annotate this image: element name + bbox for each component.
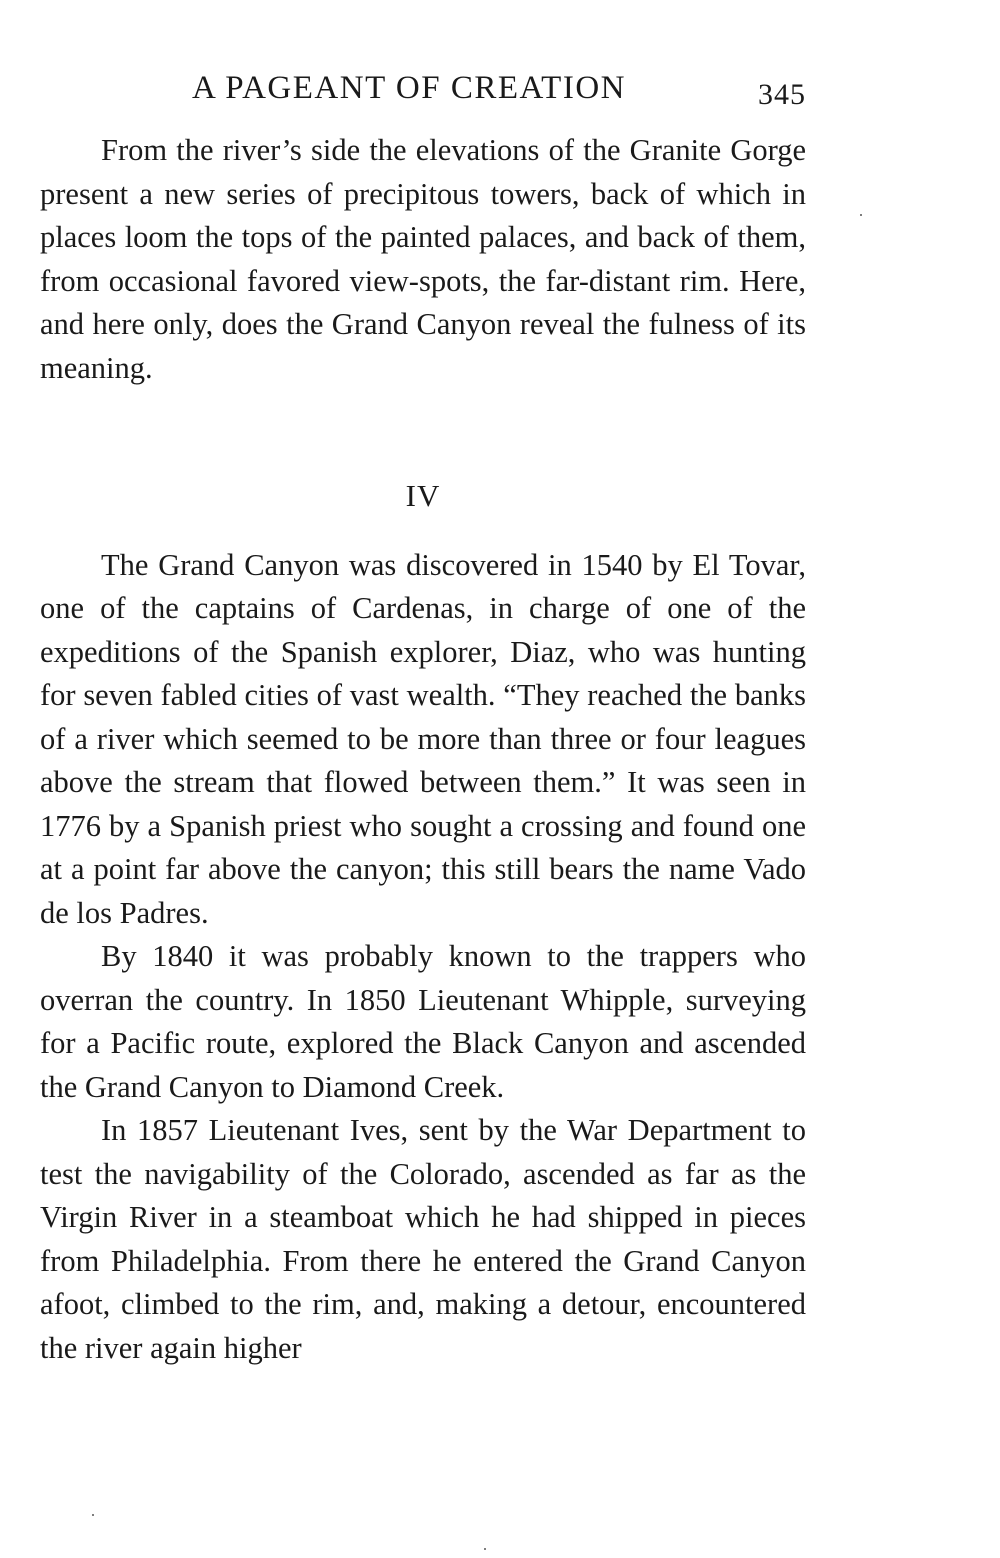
print-speck [484, 1548, 486, 1550]
running-head [40, 70, 806, 120]
body-text [40, 129, 806, 1370]
print-speck [860, 214, 862, 216]
paragraph-2: The Grand Canyon was discovered in 1540 by El Tovar, one of the captains of Cardenas, in charge of one of the expeditions of the Spanish explorer, Diaz, who was hunting for seven fabled cities of vast wealth. “They reached the banks of a river which seemed to be more than three or four leagues above the stream that flowed between them.” It was seen in 1776 by a Spanish priest who sought a crossing and found one at a point far above the canyon; this still bears the name Vado de los Padres. [40, 547, 806, 930]
section-heading: IV [405, 478, 441, 513]
paragraph-4: In 1857 Lieutenant Ives, sent by the War Department to test the navigability of the Colorado, ascended as far as the Virgin River in a steamboat which he had shipped in pieces from Philadelphia. From there he entered the Grand Canyon afoot, climbed to the rim, and, making a detour, encountered the river again higher [40, 1113, 806, 1365]
paragraph-1: From the river’s side the elevations of the Granite Gorge present a new series of precipitous towers, back of which in places loom the tops of the painted palaces, and back of them, from occasional favored view-spots, the far-distant rim. Here, and here only, does the Grand Canyon reveal the fulness of its meaning. [40, 133, 806, 385]
page-number: 345 [758, 78, 806, 111]
paragraph-3: By 1840 it was probably known to the trappers who overran the country. In 1850 Lieutenant Whipple, surveying for a Pacific route, explored the Black Canyon and ascended the Grand Canyon to Diamond Creek. [40, 939, 806, 1104]
running-title: A PAGEANT OF CREATION [192, 70, 626, 106]
print-speck [92, 1514, 94, 1516]
